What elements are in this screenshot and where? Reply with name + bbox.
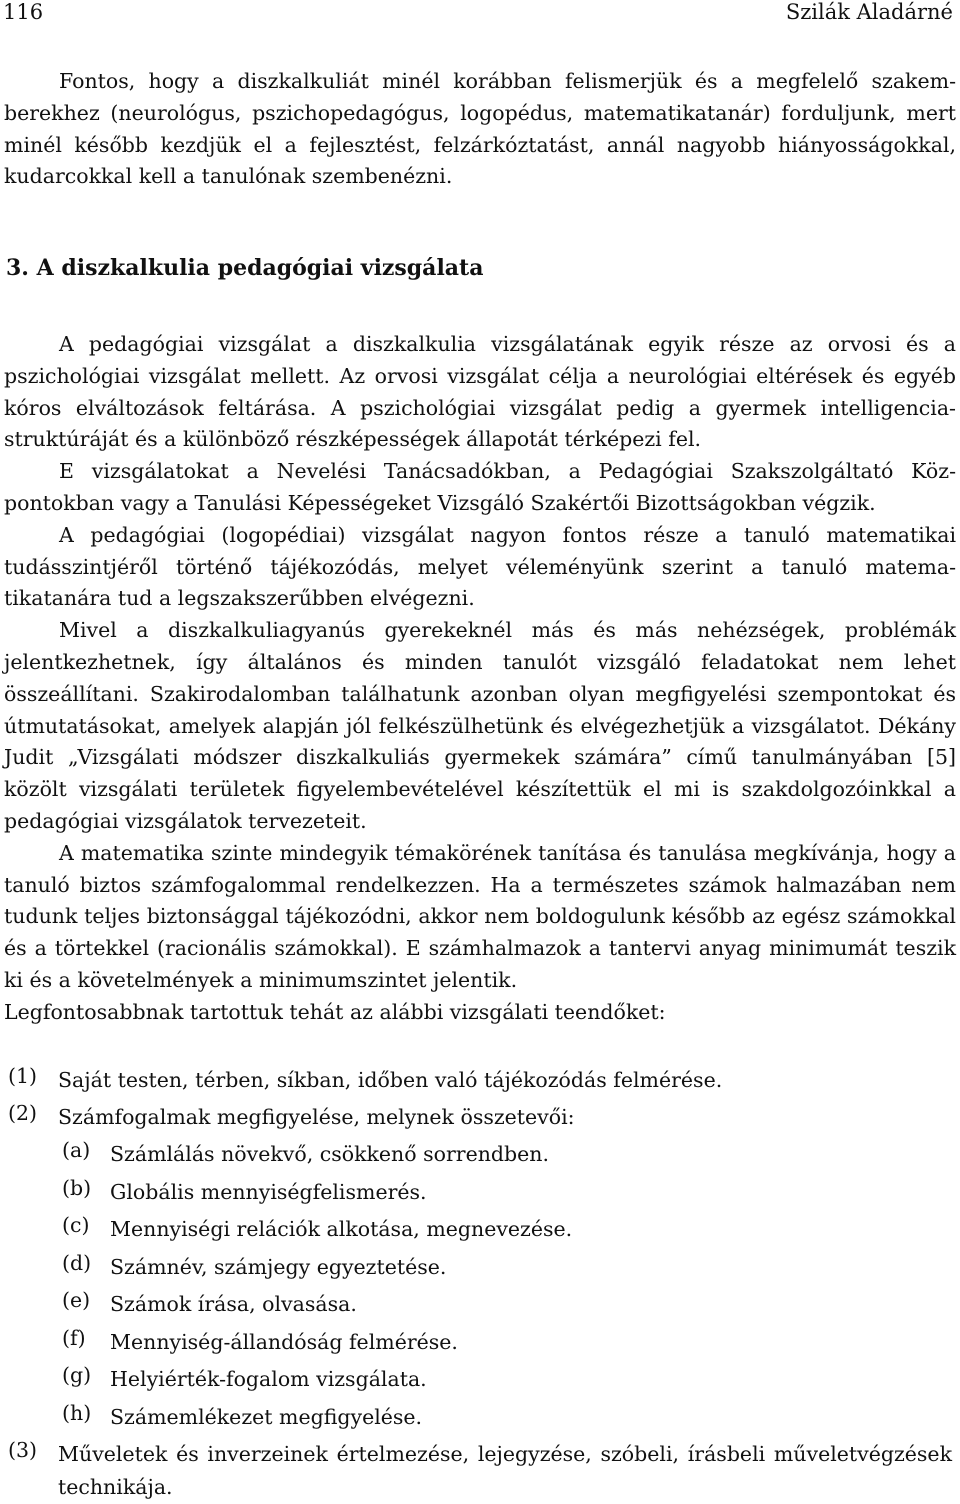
- running-author: Szilák Aladárné: [785, 0, 953, 24]
- sub-item-text: Globális mennyiségfelismerés.: [110, 1180, 427, 1204]
- list-item-text: Műveletek és inverzeinek értelmezése, lejegyzése, szóbeli, írásbeli műveletvégzések technikája.: [58, 1442, 952, 1499]
- sub-item-text: Helyiérték-fogalom vizsgálata.: [110, 1367, 427, 1391]
- sub-item-text: Számnév, számjegy egyeztetése.: [110, 1255, 447, 1279]
- intro-paragraph: Fontos, hogy a diszkalkuliát minél korábban felismerjük és a megfelelő szakemberekhez (neurológus, pszichopedagógus, logopédus, matematikatanár) forduljunk, mert minél később kezdjük el a fejlesztést, felzárkóztatást, annál nagyobb hiányosságokkal, kudarcokkal kell a tanulónak szembenézni.: [4, 69, 956, 189]
- sub-item-text: Számlálás növekvő, csökkenő sorrendben.: [110, 1142, 550, 1166]
- paragraph: Mivel a diszkalkuliagyanús gyerekeknél más és más nehézségek, problémák jelentkezhetnek, így általános és minden tanulót vizsgáló feladatokat nem lehet összeállítani. Szakirodalomban találhatunk azonban olyan megfigyelési szempontokat és útmutatásokat, amelyek alapján jól felkészülhetünk és elvégezhetjük a vizsgálatot. Dékány Judit „Vizsgálati módszer diszkalkuliás gyermekek számára” című tanulmányában [5] közölt vizsgálati területek figyelembevételével készítettük el mi is szakdolgozóinkkal a pedagógiai vizsgálatok tervezeteit.: [4, 618, 956, 833]
- body-text: [4, 329, 956, 1029]
- section-heading: 3. A diszkalkulia pedagógiai vizsgálata: [6, 255, 484, 281]
- sub-item-label: (c): [62, 1213, 90, 1237]
- sub-item-text: Számok írása, olvasása.: [110, 1292, 357, 1316]
- sub-item-text: Mennyiség-állandóság felmérése.: [110, 1330, 458, 1354]
- list-item-text: Saját testen, térben, síkban, időben való tájékozódás felmérése.: [58, 1068, 723, 1092]
- paragraph: A pedagógiai vizsgálat a diszkalkulia vizsgálatának egyik része az orvosi és a pszichológiai vizsgálat mellett. Az orvosi vizsgálat célja a neurológiai eltérések és egyéb kóros elváltozások feltárása. A pszichológiai vizsgálat pedig a gyermek intelligencia-struktúráját és a különböző részképességek állapotát térképezi fel.: [4, 332, 956, 452]
- sub-item-label: (b): [62, 1176, 92, 1200]
- running-header: [3, 0, 953, 28]
- sub-item-label: (d): [62, 1251, 92, 1275]
- intro-paragraph-block: [4, 66, 956, 193]
- sub-item-label: (f): [62, 1326, 86, 1350]
- sub-item-label: (h): [62, 1401, 92, 1425]
- sub-item-label: (a): [62, 1138, 91, 1162]
- sub-item-label: (e): [62, 1288, 91, 1312]
- list-intro: Legfontosabbnak tartottuk tehát az alábbi vizsgálati teendőket:: [4, 999, 666, 1024]
- page-number: 116: [3, 0, 44, 24]
- paragraph: E vizsgálatokat a Nevelési Tanácsadókban, a Pedagógiai Szakszolgáltató Központokban vagy a Tanulási Képességeket Vizsgáló Szakértői Bizottságokban végzik.: [4, 459, 956, 515]
- sub-item-text: Számemlékezet megfigyelése.: [110, 1405, 423, 1429]
- sub-item-label: (g): [62, 1363, 92, 1387]
- sub-item-text: Mennyiségi relációk alkotása, megnevezése.: [110, 1217, 573, 1241]
- list-item-label: (1): [8, 1064, 38, 1088]
- paragraph: A pedagógiai (logopédiai) vizsgálat nagyon fontos része a tanuló matematikai tudásszintjéről történő tájékozódás, melyet véleményünk szerint a tanuló matematikatanára tud a legszakszerűbben elvégezni.: [4, 522, 956, 611]
- paragraph: A matematika szinte mindegyik témakörének tanítása és tanulása megkívánja, hogy a tanuló biztos számfogalommal rendelkezzen. Ha a természetes számok halmazában nem tudunk teljes biztonsággal tájékozódni, akkor nem boldogulunk később az egész számokkal és a törtekkel (racionális számokkal). E számhalmazok a tantervi anyag minimumát teszik ki és a követelmények a minimumszintet jelentik.: [4, 840, 956, 992]
- list-item-label: (2): [8, 1101, 38, 1125]
- list-item-text: Számfogalmak megfigyelése, melynek összetevői:: [58, 1105, 575, 1129]
- list-item-label: (3): [8, 1438, 38, 1462]
